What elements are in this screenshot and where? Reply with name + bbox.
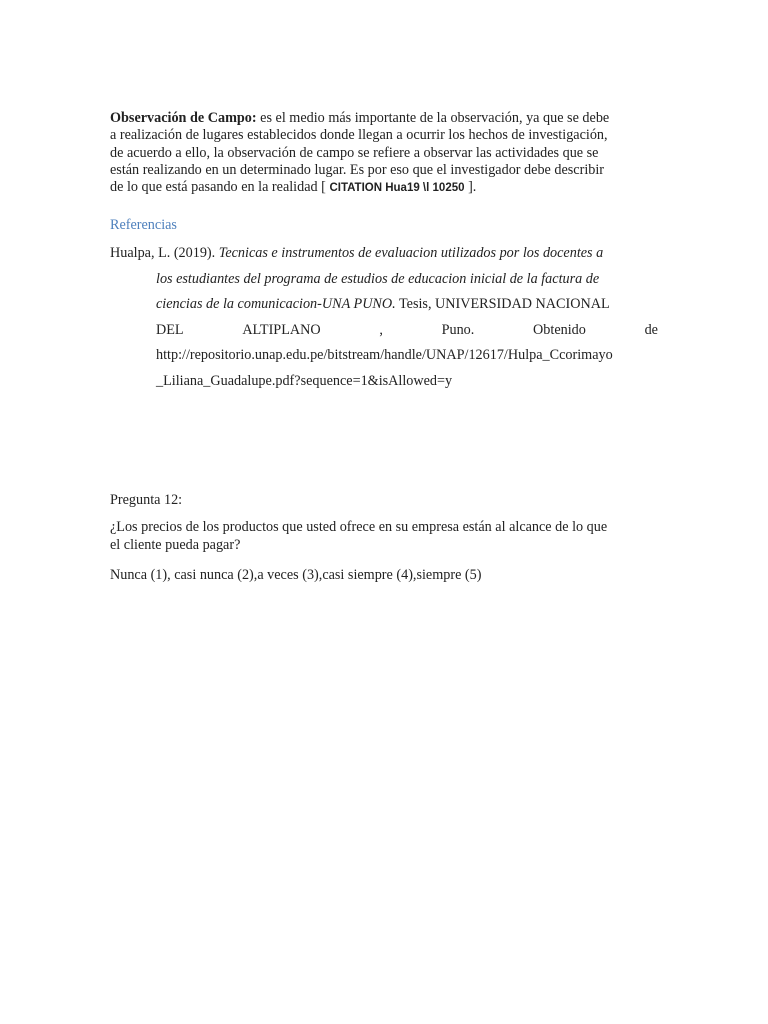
- citation-close: ].: [464, 179, 477, 196]
- pregunta-text-line-2: el cliente pueda pagar?: [110, 536, 241, 553]
- answer-options: Nunca (1), casi nunca (2),a veces (3),casi siempre (4),siempre (5): [110, 567, 482, 583]
- reference-title-part-3: ciencias de la comunicacion-UNA PUNO.: [156, 296, 396, 312]
- reference-line-4: [110, 318, 658, 344]
- reference-word-del: DEL: [156, 321, 184, 338]
- reference-word-altiplano: ALTIPLANO: [242, 321, 321, 338]
- reference-url-link[interactable]: http://repositorio.unap.edu.pe/bitstream/handle/UNAP/12617/Hulpa_Ccorimayo: [156, 347, 613, 363]
- citation-field: CITATION Hua19 \l 10250: [329, 182, 465, 195]
- reference-word-obtenido: Obtenido: [533, 321, 586, 338]
- reference-word-de: de: [644, 321, 658, 338]
- observacion-text-1: es el medio más importante de la observación, ya que se debe: [256, 110, 610, 126]
- reference-word-comma: ,: [379, 321, 383, 338]
- referencias-heading: Referencias: [110, 217, 177, 233]
- reference-line-1: [110, 241, 658, 267]
- observacion-line-5: [110, 179, 658, 197]
- reference-title-part-2: los estudiantes del programa de estudios de educacion inicial de la factura de: [156, 270, 600, 287]
- observacion-line-4: están realizando en un determinado lugar. Es por eso que el investigador debe describir: [110, 161, 605, 178]
- reference-publisher: Tesis, UNIVERSIDAD NACIONAL: [395, 296, 610, 312]
- pregunta-text: [110, 519, 658, 554]
- observacion-line-1: [110, 110, 658, 127]
- observacion-text-5: de lo que está pasando en la realidad: [110, 179, 322, 196]
- citation-open: [: [321, 179, 330, 196]
- reference-url-link-continued[interactable]: _Liliana_Guadalupe.pdf?sequence=1&isAllowed=y: [156, 372, 453, 389]
- observacion-line-3: de acuerdo a ello, la observación de campo se refiere a observar las actividades que se: [110, 144, 599, 161]
- reference-title-part-1: Tecnicas e instrumentos de evaluacion utilizados por los docentes a: [218, 245, 604, 261]
- reference-word-puno: Puno.: [441, 321, 475, 338]
- observacion-label: Observación de Campo:: [110, 110, 257, 126]
- observacion-paragraph: [110, 110, 658, 197]
- reference-author-year: Hualpa, L. (2019).: [110, 245, 219, 261]
- observacion-line-2: a realización de lugares establecidos donde llegan a ocurrir los hechos de investigación,: [110, 127, 608, 144]
- reference-entry: [110, 241, 658, 394]
- pregunta-text-line-1: ¿Los precios de los productos que usted ofrece en su empresa están al alcance de lo que: [110, 519, 608, 535]
- reference-line-3: [110, 292, 658, 318]
- pregunta-title: Pregunta 12:: [110, 492, 183, 508]
